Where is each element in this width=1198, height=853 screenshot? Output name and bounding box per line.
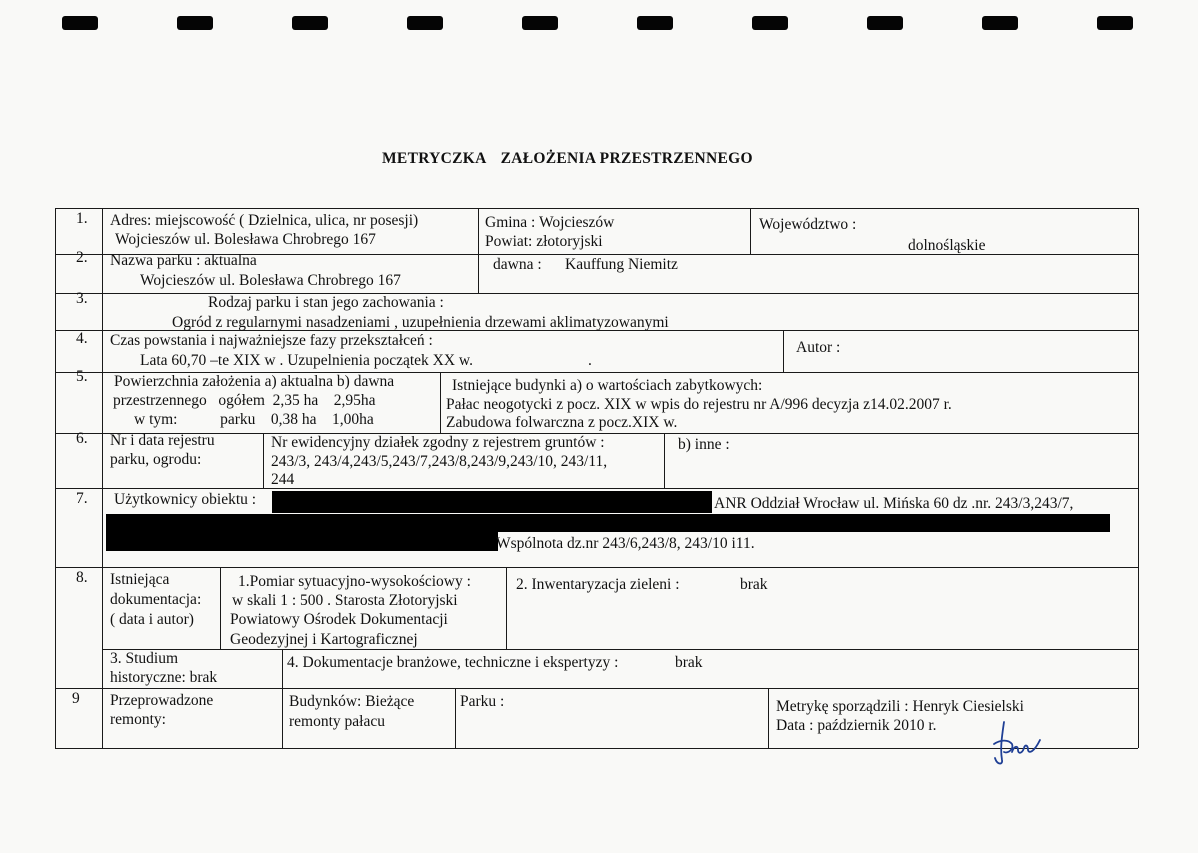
park-name-label: Nazwa parku : aktualna bbox=[110, 252, 257, 269]
punch-hole-5 bbox=[522, 16, 558, 30]
branch-docs-value: brak bbox=[675, 654, 703, 671]
renovations-park-label: Parku : bbox=[460, 693, 505, 710]
punch-hole-10 bbox=[1097, 16, 1133, 30]
prepared-date: Data : październik 2010 r. bbox=[776, 717, 937, 734]
park-former-value: Kauffung Niemitz bbox=[565, 256, 678, 273]
parcels-label: Nr ewidencyjny działek zgodny z rejestrem gruntów : bbox=[271, 434, 605, 451]
punch-hole-4 bbox=[407, 16, 443, 30]
punch-hole-6 bbox=[637, 16, 673, 30]
parcels-line-2: 244 bbox=[271, 471, 295, 488]
survey-line-1: 1.Pomiar sytuacyjno-wysokościowy : bbox=[238, 573, 471, 590]
wojewodztwo-value: dolnośląskie bbox=[908, 237, 986, 254]
origin-value: Lata 60,70 –te XIX w . Uzupelnienia początek XX w. bbox=[140, 352, 473, 369]
row-3-number: 3. bbox=[76, 290, 88, 307]
area-line-2: przestrzennego ogółem 2,35 ha 2,95ha bbox=[113, 392, 376, 409]
area-line-1: Powierzchnia założenia a) aktualna b) dawna bbox=[114, 373, 395, 390]
row-9-number: 9 bbox=[72, 690, 80, 707]
redaction-bar-2 bbox=[106, 514, 1110, 532]
docs-label-3: ( data i autor) bbox=[110, 611, 194, 628]
redaction-bar-1 bbox=[272, 491, 712, 513]
parcels-line-1: 243/3, 243/4,243/5,243/7,243/8,243/9,243/10, 243/11, bbox=[271, 453, 608, 470]
area-line-3: w tym: parku 0,38 ha 1,00ha bbox=[134, 411, 374, 428]
park-type-label: Rodzaj parku i stan jego zachowania : bbox=[208, 294, 444, 311]
signature-icon bbox=[988, 718, 1048, 768]
renovations-label-2: remonty: bbox=[110, 711, 166, 728]
wojewodztwo-label: Województwo : bbox=[759, 216, 857, 233]
inventory-value: brak bbox=[740, 576, 768, 593]
docs-label-2: dokumentacja: bbox=[110, 591, 202, 608]
branch-docs-label: 4. Dokumentacje branżowe, techniczne i ekspertyzy : bbox=[287, 654, 619, 671]
row-2-number: 2. bbox=[76, 249, 88, 266]
row-7-number: 7. bbox=[76, 490, 88, 507]
punch-hole-2 bbox=[177, 16, 213, 30]
users-label: Użytkownicy obiektu : bbox=[114, 491, 257, 508]
row-5-number: 5. bbox=[76, 368, 88, 385]
renovations-buildings-1: Budynków: Bieżące bbox=[289, 693, 415, 710]
survey-line-2: w skali 1 : 500 . Starosta Złotoryjski bbox=[232, 592, 458, 609]
row-6-number: 6. bbox=[76, 430, 88, 447]
docs-label-1: Istniejąca bbox=[110, 571, 170, 588]
page-title bbox=[382, 150, 753, 168]
address-value: Wojcieszów ul. Bolesława Chrobrego 167 bbox=[115, 231, 376, 248]
address-label: Adres: miejscowość ( Dzielnica, ulica, nr posesji) bbox=[110, 212, 419, 229]
renovations-label-1: Przeprowadzone bbox=[110, 692, 214, 709]
punch-hole-8 bbox=[867, 16, 903, 30]
row-4-number: 4. bbox=[76, 330, 88, 347]
inventory-label: 2. Inwentaryzacja zieleni : bbox=[516, 576, 680, 593]
prepared-by: Metrykę sporządzili : Henryk Ciesielski bbox=[776, 698, 1024, 715]
park-type-value: Ogród z regularnymi nasadzeniami , uzupełnienia drzewami aklimatyzowanymi bbox=[172, 314, 669, 331]
origin-label: Czas powstania i najważniejsze fazy przekształceń : bbox=[110, 332, 433, 349]
origin-dot: . bbox=[588, 352, 592, 369]
row-8-number: 8. bbox=[76, 569, 88, 586]
park-name-value: Wojcieszów ul. Bolesława Chrobrego 167 bbox=[140, 272, 401, 289]
users-wspolnota: Wspólnota dz.nr 243/6,243/8, 243/10 i11. bbox=[496, 535, 755, 552]
park-former-label: dawna : bbox=[493, 256, 542, 273]
buildings-line-2: Zabudowa folwarczna z pocz.XIX w. bbox=[446, 414, 678, 431]
study-line-2: historyczne: brak bbox=[110, 669, 218, 686]
other-label: b) inne : bbox=[678, 436, 730, 453]
register-label-2: parku, ogrodu: bbox=[110, 451, 202, 468]
survey-line-4: Geodezyjnej i Kartograficznej bbox=[230, 631, 418, 648]
title-part-2: ZAŁOŻENIA PRZESTRZENNEGO bbox=[500, 150, 753, 167]
row-1-number: 1. bbox=[76, 210, 88, 227]
punch-hole-1 bbox=[62, 16, 98, 30]
renovations-buildings-2: remonty pałacu bbox=[289, 713, 385, 730]
buildings-label: Istniejące budynki a) o wartościach zabytkowych: bbox=[452, 377, 763, 394]
survey-line-3: Powiatowy Ośrodek Dokumentacji bbox=[230, 611, 448, 628]
gmina: Gmina : Wojcieszów bbox=[485, 214, 615, 231]
punch-hole-9 bbox=[982, 16, 1018, 30]
title-part-1: METRYCZKA bbox=[382, 150, 487, 167]
register-label-1: Nr i data rejestru bbox=[110, 432, 215, 449]
punch-hole-7 bbox=[752, 16, 788, 30]
powiat: Powiat: złotoryjski bbox=[485, 233, 603, 250]
buildings-line-1: Pałac neogotycki z pocz. XIX w wpis do rejestru nr A/996 decyzja z14.02.2007 r. bbox=[446, 396, 952, 413]
redaction-bar-3 bbox=[106, 531, 498, 551]
users-anr: ANR Oddział Wrocław ul. Mińska 60 dz .nr. 243/3,243/7, bbox=[714, 495, 1074, 512]
punch-hole-3 bbox=[292, 16, 328, 30]
author-label: Autor : bbox=[796, 339, 841, 356]
study-line-1: 3. Studium bbox=[110, 650, 179, 667]
